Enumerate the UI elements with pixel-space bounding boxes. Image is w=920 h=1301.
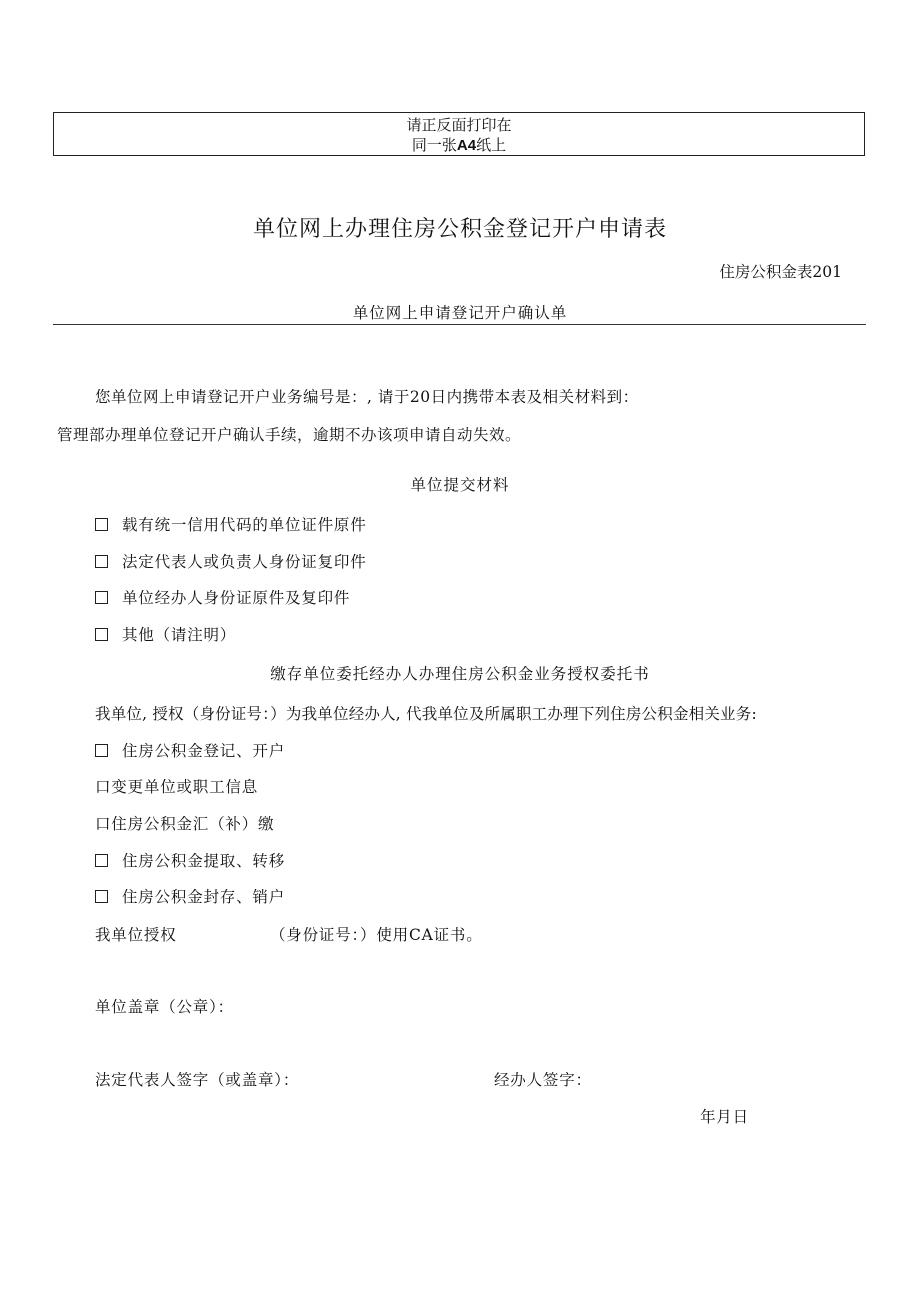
checkbox[interactable] [95, 890, 108, 903]
checkbox[interactable] [95, 744, 108, 757]
material-item-label: 其他（请注明） [122, 626, 237, 644]
material-item[interactable] [95, 513, 367, 535]
date-label: 年月日 [700, 1108, 749, 1126]
business-item-label: 口变更单位或职工信息 [95, 778, 259, 796]
ca-authorization-suffix: （身份证号：）使用CA证书。 [270, 926, 483, 944]
business-item-label: 住房公积金登记、开户 [122, 742, 286, 760]
checkbox[interactable] [95, 628, 108, 641]
checkbox[interactable] [95, 555, 108, 568]
print-notice-paper-size: A4 [456, 137, 477, 154]
form-code: 住房公积金表201 [719, 263, 842, 281]
print-notice-line2 [54, 135, 864, 156]
materials-heading: 单位提交材料 [410, 476, 510, 494]
legal-rep-signature-label: 法定代表人签字（或盖章）： [95, 1071, 300, 1089]
material-item-label: 载有统一信用代码的单位证件原件 [122, 516, 367, 534]
material-item-label: 单位经办人身份证原件及复印件 [122, 589, 351, 607]
intro-line-2: 管理部办理单位登记开户确认手续，逾期不办该项申请自动失效。 [57, 426, 522, 444]
subtitle-divider [53, 324, 866, 325]
checkbox[interactable] [95, 591, 108, 604]
authorization-statement: 我单位, 授权（身份证号：）为我单位经办人, 代我单位及所属职工办理下列住房公积金相关业务: [95, 705, 757, 723]
confirmation-subtitle: 单位网上申请登记开户确认单 [352, 304, 568, 322]
intro-line-1: 您单位网上申请登记开户业务编号是：, 请于20日内携带本表及相关材料到： [95, 388, 639, 406]
page-title: 单位网上办理住房公积金登记开户申请表 [252, 217, 667, 242]
agent-signature-label: 经办人签字： [494, 1071, 592, 1089]
print-notice-box [53, 112, 865, 156]
print-notice-suffix: 纸上 [476, 136, 507, 154]
ca-authorization-prefix: 我单位授权 [95, 926, 177, 944]
unit-seal-label: 单位盖章（公章）： [95, 998, 234, 1016]
business-item-label: 住房公积金封存、销户 [122, 888, 286, 906]
business-item[interactable] [95, 885, 285, 907]
authorization-heading: 缴存单位委托经办人办理住房公积金业务授权委托书 [270, 665, 650, 683]
business-item-label: 住房公积金提取、转移 [122, 852, 286, 870]
checkbox[interactable] [95, 854, 108, 867]
material-item-label: 法定代表人或负责人身份证复印件 [122, 553, 367, 571]
material-item[interactable] [95, 550, 367, 572]
business-item[interactable] [95, 739, 285, 761]
material-item[interactable] [95, 586, 350, 608]
checkbox[interactable] [95, 518, 108, 531]
business-item-label: 口住房公积金汇（补）缴 [95, 815, 275, 833]
material-item[interactable] [95, 623, 236, 645]
print-notice-prefix: 同一张 [411, 136, 457, 154]
print-notice-line1: 请正反面打印在 [406, 116, 512, 134]
business-item[interactable] [95, 849, 285, 871]
